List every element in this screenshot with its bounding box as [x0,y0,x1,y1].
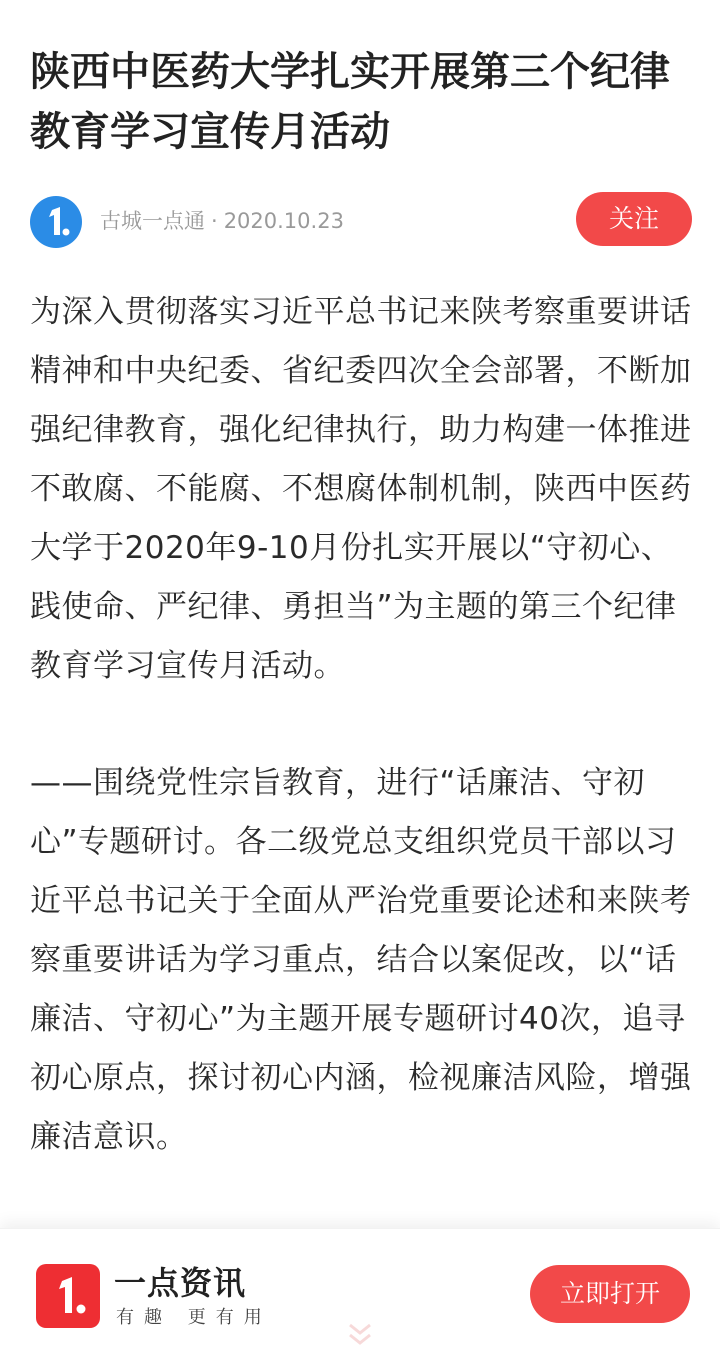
author-row [30,192,692,248]
article-paragraph: 为深入贯彻落实习近平总书记来陕考察重要讲话精神和中央纪委、省纪委四次全会部署，不断加强纪律教育，强化纪律执行，助力构建一体推进不敢腐、不能腐、不想腐体制机制，陕西中医药大学于2020年9-10月份扎实开展以“守初心、践使命、严纪律、勇担当”为主题的第三个纪律教育学习宣传月活动。 [30,294,692,684]
author-avatar[interactable] [30,196,82,248]
chevron-down-double-icon [342,1321,378,1349]
author-meta [100,207,344,235]
meta-separator: · [211,209,218,233]
article-paragraph: ——围绕党性宗旨教育，进行“话廉洁、守初心”专题研讨。各二级党总支组织党员干部以习近平总书记关于全面从严治党重要论述和来陕考察重要讲话为学习重点，结合以案促改，以“话廉洁、守初心”为主题开展专题研讨40次，追寻初心原点，探讨初心内涵，检视廉洁风险，增强廉洁意识。 [30,765,692,1155]
yidian-logo-icon [36,1264,100,1328]
app-promo-bar [0,1228,720,1352]
app-name: 一点资讯 [114,1264,247,1302]
article-body [30,283,695,1167]
yidian-avatar-icon [30,196,82,248]
article-title: 陕西中医药大学扎实开展第三个纪律教育学习宣传月活动 [30,49,670,155]
app-logo[interactable] [36,1264,100,1328]
publish-date: 2020.10.23 [223,209,344,233]
follow-button[interactable]: 关注 [576,192,692,246]
author-name[interactable]: 古城一点通 [100,209,205,233]
open-app-button[interactable]: 立即打开 [530,1265,690,1323]
app-slogan: 有趣 更有用 [116,1307,272,1328]
